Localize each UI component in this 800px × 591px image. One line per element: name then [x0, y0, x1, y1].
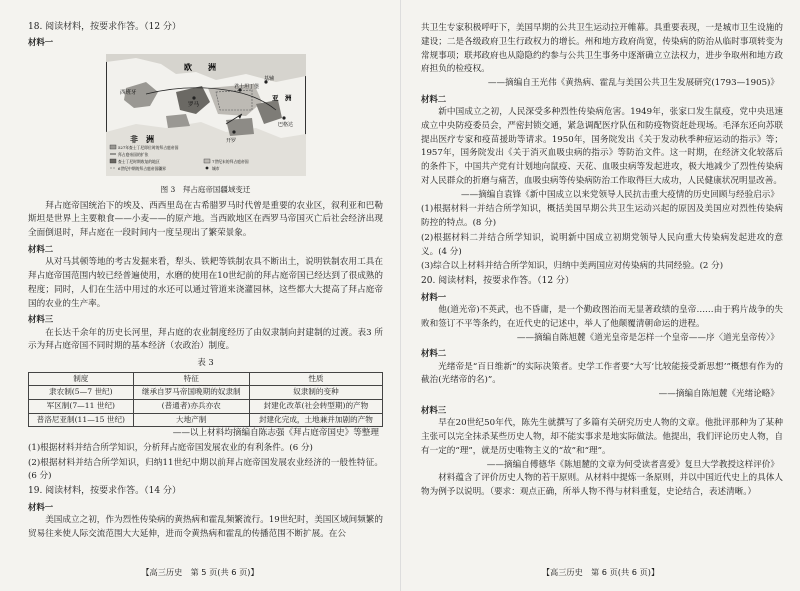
q19-mat1-source: ——摘编自王光伟《黄热病、霍乱与美国公共卫生发展研究(1793—1905)》: [487, 78, 779, 88]
q19-mat2-text: 新中国成立之初，人民深受多种烈性传染病危害。1949年，张家口发生鼠疫，党中央迅速成立中央防疫委员会，严密封锁交通，紧急调配医疗队伍和防疫物资赶赴现场。毛泽东还向苏联提出医疗专家和疫苗援助等请求。1950年，国务院发出《关于发动秋季种痘运动的指示》等；1957年，国务院发出《关于消灭血吸虫病的指示》等防治文件。这一时期，在经济文化较落后的条件下，中国共产党有计划地向鼠疫、天花、血吸虫病等发起进攻，极大地减少了烈性传染病对人民群众的折磨与痛苦，血吸虫病等传染病防治工作取得巨大成功，人民健康状况明显改善。: [421, 107, 783, 186]
legend-3: 查士丁尼时期收复的地区: [117, 158, 160, 164]
legend-1: 527年查士丁尼即位时的拜占庭帝国: [117, 144, 178, 150]
q18-mat3-label: 材料三: [28, 314, 54, 325]
table-cell: (普通者)亦兵亦农: [133, 399, 249, 413]
q18-sub1: (1)根据材料并结合所学知识，分析拜占庭帝国发展农业的有利条件。(6 分): [28, 442, 313, 453]
page-5-footer: 【高三历史 第 5 页(共 6 页)】: [141, 566, 259, 577]
table-title: 表 3: [197, 357, 214, 368]
table-cell: 封建化改革(社会转型期)的产物: [249, 399, 382, 413]
map-label-constantinople: 君士坦丁堡: [233, 83, 259, 90]
q18-mat2-label: 材料二: [28, 243, 54, 254]
q19-mat1-text: 美国成立之初，作为烈性传染病的黄热病和霍乱频繁流行。19世纪时，美国区域间频繁的贸易往来使人际交流范围大大延伸，进而令黄热病和霍乱的传播范围不断扩展。在公: [28, 514, 383, 539]
map-label-africa: 非 洲: [129, 133, 154, 144]
q18-mat1-label: 材料一: [28, 37, 54, 48]
table-header: 性质: [249, 372, 382, 386]
map-caption: 图 3 拜占庭帝国疆域变迁: [160, 184, 251, 194]
q19-mat2-source: ——摘编自袁锋《新中国成立以来党领导人民抗击重大疫情的历史回顾与经验启示》: [461, 189, 779, 200]
table-row: [29, 386, 383, 400]
q19-mat1-label: 材料一: [28, 501, 54, 512]
q20-mat2-source: ——摘编自陈旭麓《光绪论略》: [658, 389, 779, 400]
table-source: ——以上材料均摘编自陈志强《拜占庭帝国史》等整理: [172, 428, 379, 439]
table-cell: 军区制(7—11 世纪): [29, 399, 134, 413]
table-cell: 隶农制(5—7 世纪): [29, 386, 134, 400]
legend-4: 6世纪中期的拜占庭帝国疆界: [117, 165, 166, 171]
q18-mat2-text: 从对马其顿等地的考古发掘来看，犁头、铁耙等铁制农具不断出土，说明铁制农用工具在拜占庭帝国范围内较已经普遍使用，水磨的使用在10世纪前的拜占庭帝国已经达到了很成熟的程度；同时，人们在生活中用过的水还可以通过管道来浇灌园林，这些都大大提高了拜占庭帝国的农业的生产率。: [28, 257, 383, 309]
map-svg: [106, 54, 306, 176]
page-5-content: [28, 20, 383, 541]
table-cell: 奴隶制的变种: [249, 386, 382, 400]
page-6: [400, 0, 800, 591]
table-header-row: [29, 372, 383, 386]
map-label-rome: 罗马: [187, 101, 199, 108]
table-row: [29, 399, 383, 413]
q18-title: 18. 阅读材料，按要求作答。（12 分）: [28, 22, 181, 32]
map-label-spain: 西班牙: [119, 89, 137, 96]
table-header: 制度: [29, 372, 134, 386]
q18-mat1-text: 拜占庭帝国统治下的埃及、西西里岛在古希腊罗马时代曾是重要的农业区，叙利亚和巴勒斯坦是世界上主要粮食——小麦——的原产地。当西欧地区在西罗马帝国灭亡后社会经济出现全面倒退时，拜占庭在一段时间内一度呈现出了繁荣景象。: [28, 200, 383, 239]
q20-mat3-text: 早在20世纪50年代，陈先生就撰写了多篇有关研究历史人物的文章。他批评那种为了某种主张可以完全抹杀某些历史人物，却不能实事求是地实际做法。他提出，我们评论历史人物，自有一定的“理”，就是历史唯物主义的“故”和“理”。: [421, 418, 783, 456]
economy-table: [28, 372, 383, 428]
page-6-footer: 【高三历史 第 6 页(共 6 页)】: [541, 566, 660, 577]
q19-sub1: (1)根据材料一并结合所学知识，概括美国早期公共卫生运动兴起的原因及美国应对烈性传染病防控的特点。(8 分): [421, 204, 783, 229]
q19-title: 19. 阅读材料，按要求作答。（14 分）: [28, 486, 181, 497]
q20-mat2-label: 材料二: [421, 348, 447, 359]
q19-sub2: (2)根据材料二并结合所学知识，说明新中国成立初期党领导人民向重大传染病发起进攻的意义。(4 分): [421, 232, 783, 257]
table-header: 特征: [133, 372, 249, 386]
q20-mat3-source: ——摘编自傅德华《陈旭麓的文章为何受读者喜爱》复旦大学教授这样评价》: [486, 459, 779, 470]
byzantine-map: [106, 54, 306, 182]
q20-mat1-source: ——摘编自陈旭麓《道光皇帝是怎样一个皇帝——序〈道光皇帝传〉》: [516, 332, 779, 343]
table-cell: 封建化完成，土地兼并加剧的产物: [249, 413, 382, 427]
q20-mat3-label: 材料三: [421, 404, 447, 415]
table-cell: 大地产制: [133, 413, 249, 427]
q19-sub3: (3)综合以上材料并结合所学知识，归纳中美两国应对传染病的共同经验。(2 分): [421, 261, 724, 272]
map-label-europe: 欧 洲: [183, 61, 216, 72]
q18-sub2: (2)根据材料并结合所学知识，归纳11世纪中期以前拜占庭帝国发展农业经济的一般性特征。(6 分): [28, 457, 383, 482]
map-label-asia: 亚 洲: [271, 93, 291, 102]
q20-title: 20. 阅读材料，按要求作答。（12 分）: [421, 276, 574, 287]
map-label-baghdad: 巴格达: [277, 121, 293, 128]
map-label-cairo: 开罗: [225, 137, 236, 144]
q18-mat3-text: 在长达千余年的历史长河里，拜占庭的农业制度经历了由奴隶制向封建制的过渡。表3 所示为拜占庭帝国不同时期的基本经济（农政治）制度。: [28, 327, 383, 352]
q20-mat1-text: 他(道光帝)不英武，也不昏庸，是一个勤政图治而无显著政绩的皇帝……由于鸦片战争的失败和签订不平等条约，在近代史的记述中，举人了他颠覆清朝命运的进程。: [421, 305, 783, 329]
legend-6: 城市: [211, 165, 220, 171]
q19-mat1-continued: 共卫生专家积极呼吁下，美国早期的公共卫生运动拉开帷幕。具重要表现，一是城市卫生设施的建设；二是各级政府卫生行政权力的增长。州和地方政府尚宽，传染病的防治从临时事项转变为常规事项；联邦政府也从隐隐约约参与公共卫生事务中逐渐确立立法权力，进步争取州和地方政府担负的检疫权。: [421, 23, 783, 75]
table-row: [29, 413, 383, 427]
map-label-kiev: 基辅: [263, 75, 274, 82]
legend-5: 7世纪末的拜占庭帝国: [211, 158, 249, 164]
legend-2: 拜占庭帝国的扩张: [117, 151, 148, 157]
table-cell: 继承自罗马帝国晚期的奴隶制: [133, 386, 249, 400]
q20-mat1-label: 材料一: [421, 291, 447, 302]
q20-task: 材料蕴含了评价历史人物的若干原则。从材料中提炼一条原则，并以中国近代史上的具体人物为例予以说明。（要求：观点正确，所举人物不得与材料重复，史论结合，表述清晰。）: [421, 473, 783, 498]
q19-mat2-label: 材料二: [421, 93, 447, 104]
q20-mat2-text: 光绪帝是“百日维新”的实际决策者。史学工作者要“大写‘比较能接受新思想’”概想有作为的截治(光绪帝的名)”。: [421, 361, 783, 386]
page-6-content: [421, 22, 783, 500]
table-cell: 普洛尼亚制(11—15 世纪): [29, 413, 134, 427]
